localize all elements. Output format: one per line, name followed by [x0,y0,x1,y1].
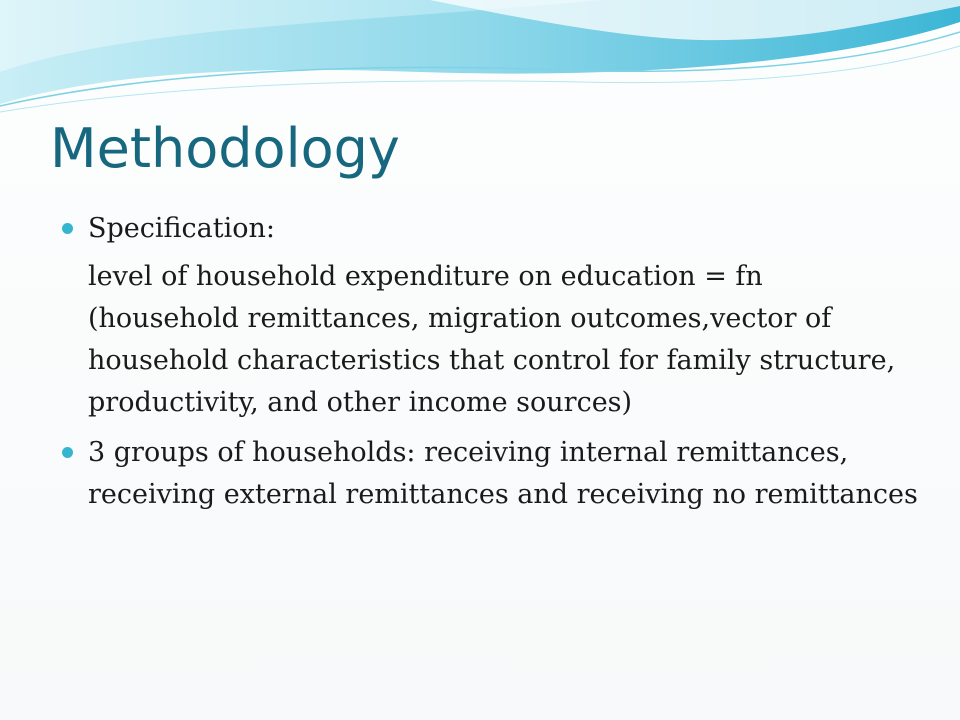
bullet-text: 3 groups of households: receiving internal remittances, receiving external remittances and receiving no remittances [88,437,918,510]
bullet-item-household-groups [60,432,920,516]
slide-title: Methodology [50,117,400,180]
bullet-dot-icon [62,223,73,234]
bullet-text: Specification: [88,213,275,244]
header-wave-decoration [0,0,960,120]
bullet-dot-icon [62,447,73,458]
specification-formula-text: level of household expenditure on education = fn (household remittances, migration outcomes,vector of household characteristics that control for family structure, productivity, and other income sources) [88,261,896,418]
bullet-list [60,208,920,516]
bullet-item-specification [60,208,920,250]
